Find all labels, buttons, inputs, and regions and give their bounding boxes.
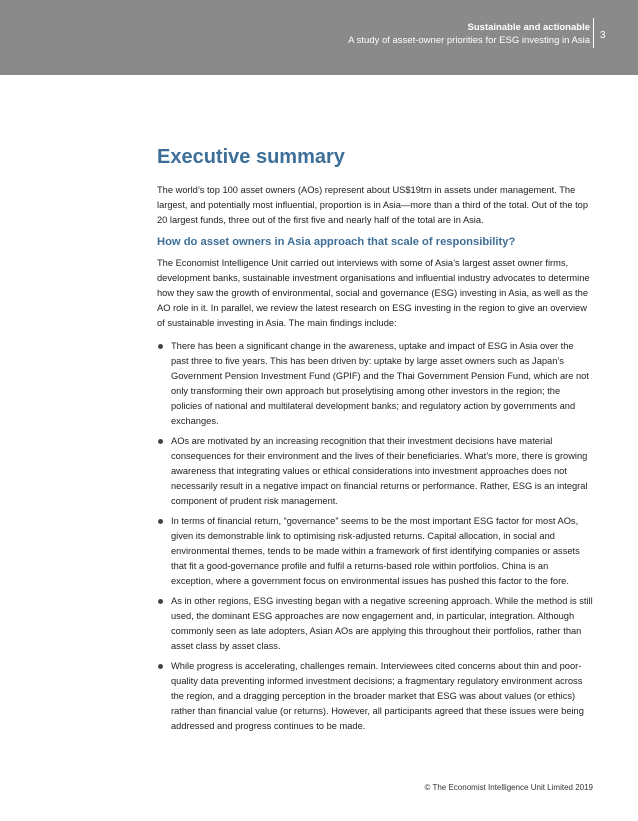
executive-summary xyxy=(157,146,593,739)
finding-item xyxy=(157,339,593,429)
section-heading: Executive summary xyxy=(157,146,345,168)
finding-text: As in other regions, ESG investing began with a negative screening approach. While the method is still used, the dominant ESG approaches are now engagement and, in particular, integration. Although commonly seen as late adopters, Asian AOs are applying this throughout their portfolios, rather than asset class by asset class. xyxy=(171,596,593,651)
header-divider xyxy=(593,18,594,48)
report-title: Sustainable and actionable xyxy=(467,22,590,33)
copyright-footer: © The Economist Intelligence Unit Limited 2019 xyxy=(424,783,593,792)
report-subtitle: A study of asset-owner priorities for ESG investing in Asia xyxy=(348,35,590,46)
bullet-icon xyxy=(158,344,163,349)
finding-item xyxy=(157,659,593,734)
subheading: How do asset owners in Asia approach that scale of responsibility? xyxy=(157,236,516,248)
bullet-icon xyxy=(158,599,163,604)
finding-text: While progress is accelerating, challenges remain. Interviewees cited concerns about thin and poor-quality data preventing informed investment decisions; a fragmentary regulatory environment across the region, and a dragging perception in the broader market that ESG was about values (or ethics) rather than financial value (or returns). However, all participants agreed that these issues were being addressed and progress continues to be made. xyxy=(171,661,584,731)
bullet-icon xyxy=(158,664,163,669)
page-number: 3 xyxy=(600,30,606,41)
running-header xyxy=(348,21,590,47)
finding-item xyxy=(157,434,593,509)
finding-text: AOs are motivated by an increasing recognition that their investment decisions have material consequences for their environment and the lives of their beneficiaries. What’s more, there is growing awareness that integrating values or ethical considerations into investment approaches does not necessarily result in a negative impact on financial returns or performance. Rather, ESG is an integral component of prudent risk management. xyxy=(171,436,588,506)
finding-item xyxy=(157,514,593,589)
lead-paragraph: The world’s top 100 asset owners (AOs) represent about US$19trn in assets under management. The largest, and potentially most influential, proportion is in Asia—more than a third of the total. Out of the top 20 largest funds, three out of the first five and nearly half of the total are in Asia. xyxy=(157,185,588,225)
finding-text: In terms of financial return, “governance” seems to be the most important ESG factor for most AOs, given its demonstrable link to optimising risk-adjusted returns. Capital allocation, in social and environmental themes, tends to be made within a framework of first identifying companies or assets that fit a good-governance profile and fulfil a returns-based role within portfolios. China is an exception, where a government focus on environmental issues has pushed this factor to the fore. xyxy=(171,516,580,586)
bullet-icon xyxy=(158,519,163,524)
finding-text: There has been a significant change in the awareness, uptake and impact of ESG in Asia over the past three to five years. This has been driven by: uptake by large asset owners such as Japan’s Government Pension Investment Fund (GPIF) and the Thai Government Pension Fund, which are not only transforming their own approach but proselytising among other investors in the region; the policies of national and multilateral development banks; and regulatory action by governments and exchanges. xyxy=(171,341,589,426)
bullet-icon xyxy=(158,439,163,444)
header-band xyxy=(0,0,638,75)
finding-item xyxy=(157,594,593,654)
intro-paragraph: The Economist Intelligence Unit carried out interviews with some of Asia’s largest asset owner firms, development banks, sustainable investment organisations and influential industry advocates to determine how they saw the growth of environmental, social and governance (ESG) investing in Asia, as well as the AO role in it. In parallel, we review the latest research on ESG investing in the region to give an overview of sustainable investing in Asia. The main findings include: xyxy=(157,258,590,328)
findings-list xyxy=(157,339,593,734)
